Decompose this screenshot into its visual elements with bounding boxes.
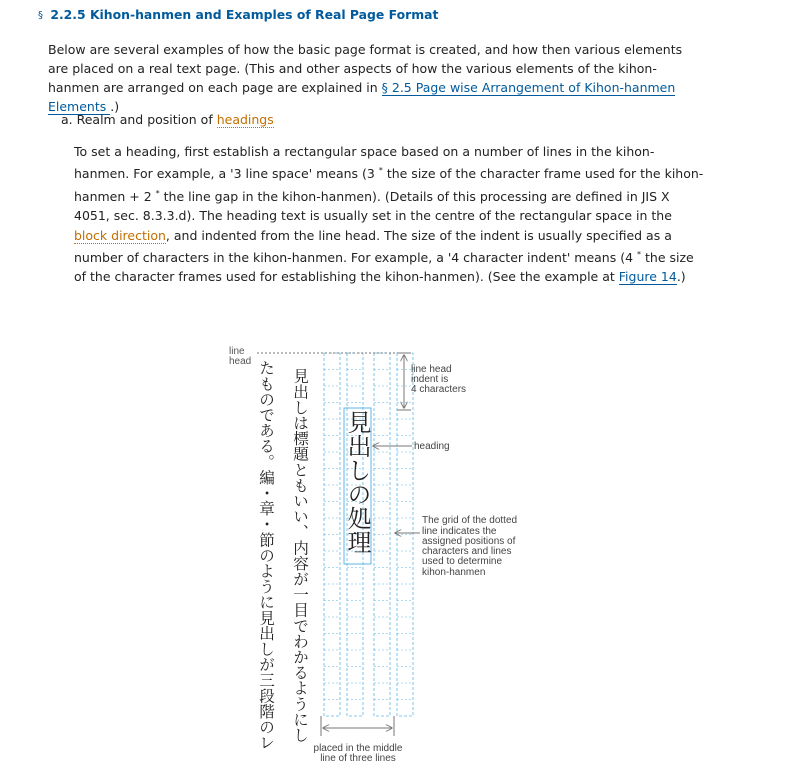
vertical-text-column-1: たものである。編・章・節のように見出しが三段階のレ <box>257 360 275 750</box>
grid-label-5: used to determine <box>422 556 503 567</box>
line-head-label-2: head <box>229 356 252 367</box>
section-number: 2.2.5 <box>50 7 86 22</box>
grid-label-6: kihon-hanmen <box>422 567 486 578</box>
grid-label-2: line indicates the <box>422 526 497 537</box>
section-symbol: § <box>38 10 43 21</box>
middle-label-1: placed in the middle <box>313 743 403 754</box>
body-text-3: the line gap in the kihon-hanmen). (Details of this processing are defined in JIS X 4051, sec. 8.3.3.d). The heading text is usually set in the centre of the rectangular space in the <box>74 188 672 224</box>
times-symbol: * <box>155 188 160 198</box>
indent-label-3: 4 characters <box>411 384 467 395</box>
link-section-2-5[interactable]: § 2.5 Page wise Arrangement of Kihon-hanmen Elements <box>48 80 676 114</box>
heading-vertical-text: 見出しの処理 <box>343 410 371 554</box>
body-text-4: , and indented from the line head. The size of the indent is usually specified as a number of characters in the kihon-hanmen. For example, a '4 character indent' means (4 <box>74 227 672 265</box>
term-headings[interactable]: headings <box>216 112 274 127</box>
body-text-1: To set a heading, first establish a rectangular space based on a number of lines in the kihon-hanmen. For example, a '3 line space' means (3 <box>74 144 655 182</box>
line-head-label-1: line <box>229 346 245 357</box>
indent-label-1: line head <box>411 364 452 375</box>
grid-label-3: assigned positions of <box>422 536 516 547</box>
term-block-direction[interactable]: block direction <box>74 227 166 243</box>
indent-label-2: indent is <box>411 374 449 385</box>
grid-label-1: The grid of the dotted <box>422 515 518 526</box>
middle-label-2: line of three lines <box>320 753 396 764</box>
times-symbol: * <box>637 249 642 259</box>
intro-end: .) <box>110 99 120 114</box>
link-figure-14[interactable]: Figure 14 <box>618 269 677 285</box>
item-a-label: a. Realm and position of <box>61 112 217 127</box>
times-symbol: * <box>378 166 383 176</box>
body-text-5: the size of the character frames used for establishing the kihon-hanmen). (See the example at <box>74 249 694 285</box>
body-end: .) <box>676 269 686 285</box>
body-text-2: the size of the character frame used for the kihon-hanmen + 2 <box>74 166 704 204</box>
heading-label: heading <box>414 441 450 452</box>
vertical-text-column-2: 見出しは標題ともいい、内容が一目でわかるようにし <box>291 368 309 743</box>
grid-label-4: characters and lines <box>422 546 512 557</box>
section-title: Kihon-hanmen and Examples of Real Page Format <box>89 7 439 22</box>
intro-text: Below are several examples of how the basic page format is created, and how then various elements are placed on a real text page. (This and other aspects of how the various elements of the kihon-hanmen are arranged on each page are explained in <box>48 42 683 95</box>
